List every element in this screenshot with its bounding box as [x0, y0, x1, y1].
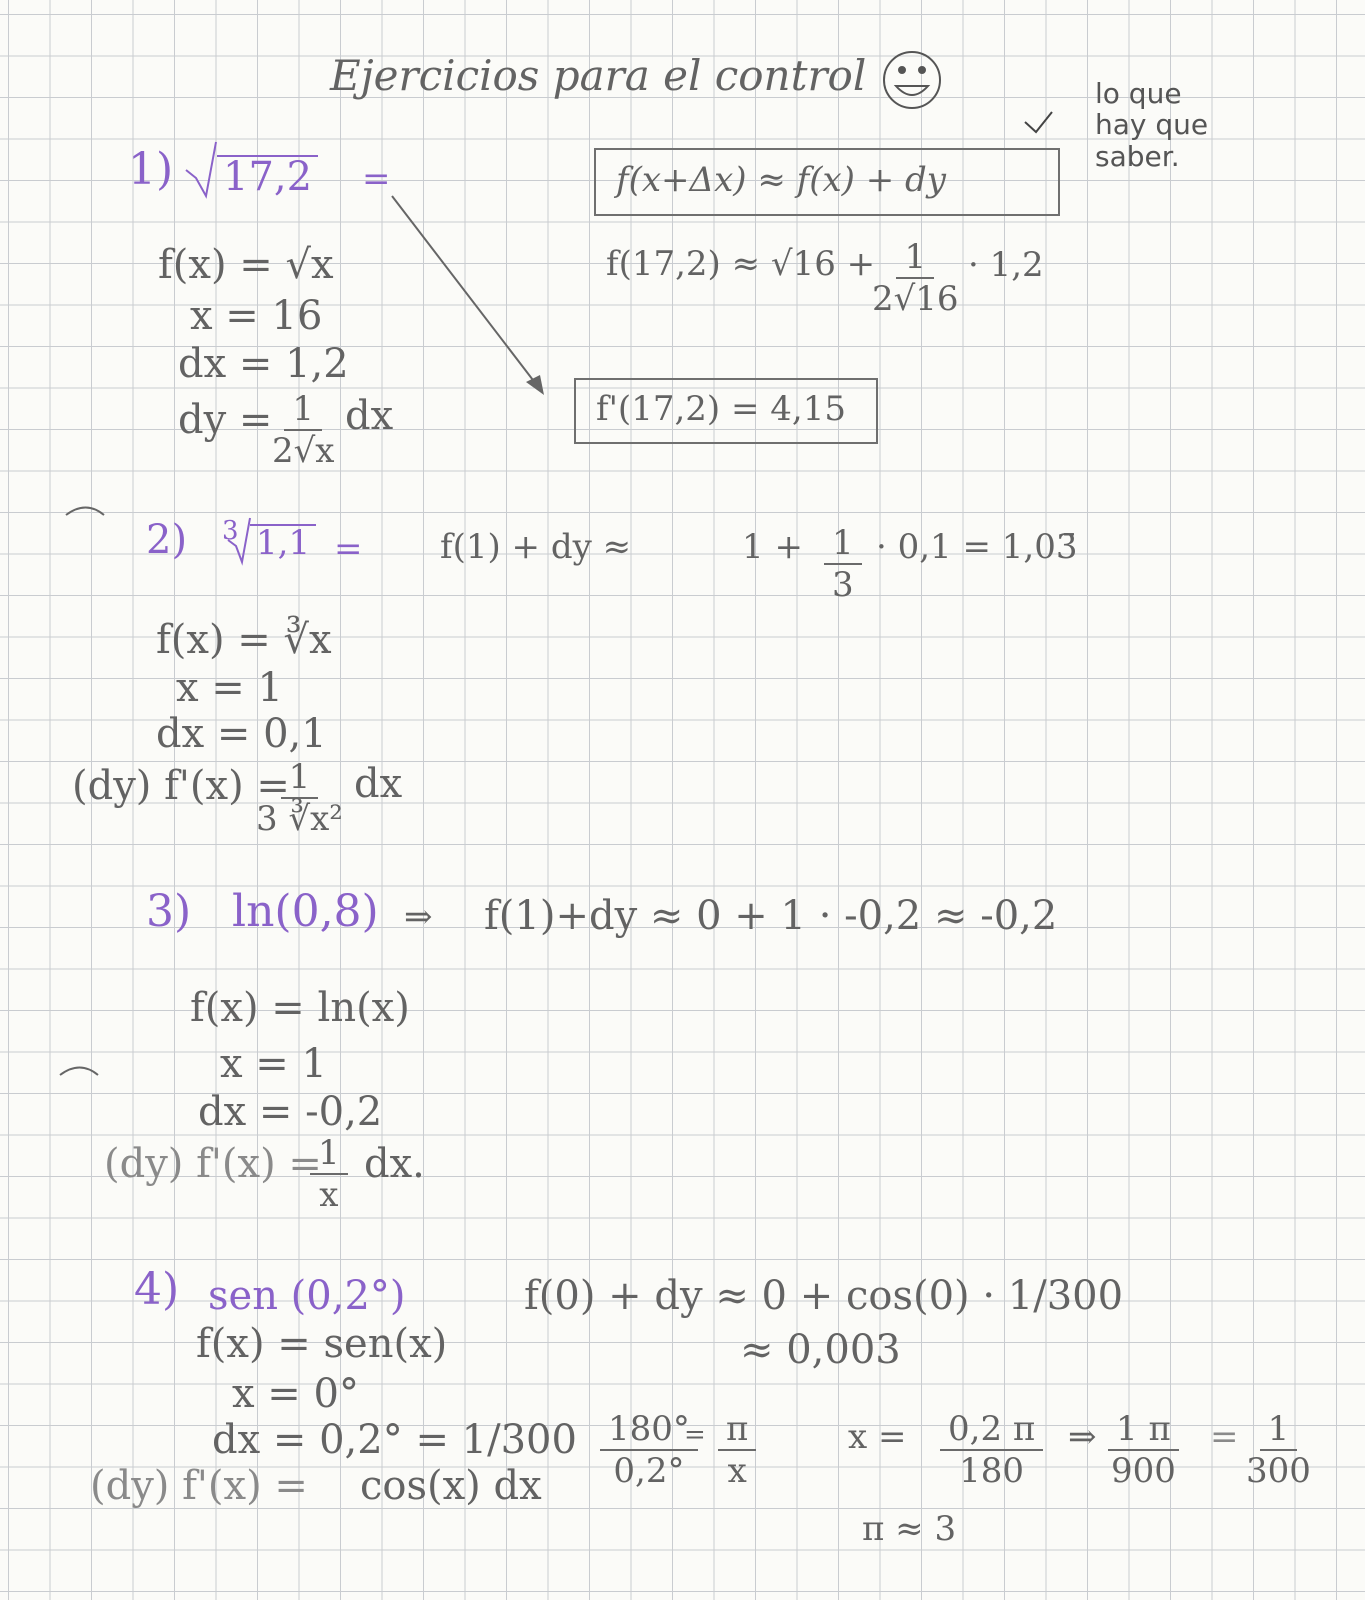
- ex4-step: x = 0°: [232, 1371, 359, 1417]
- ex1-step: f(x) = √x: [158, 242, 334, 288]
- ex4-approx-line1: f(0) + dy ≈ 0 + cos(0) · 1/300: [524, 1273, 1124, 1319]
- note-line: hay que: [1095, 108, 1209, 142]
- ex4-x-fraction: [940, 1409, 1043, 1491]
- ex4-x-label: x =: [848, 1417, 907, 1457]
- ex1-approx-lhs: f(17,2) ≈ √16 +: [606, 244, 876, 284]
- ex1-dy-fraction: [272, 389, 335, 471]
- ex2-step: f(x) = ∛x: [156, 617, 332, 663]
- ex1-approx-tail: · 1,2: [968, 245, 1044, 285]
- ex2-root-index: 3: [222, 516, 239, 546]
- ex4-implies: ⇒: [1068, 1417, 1097, 1457]
- fraction-numerator: 1: [281, 760, 319, 799]
- ex2-number: 2): [146, 517, 188, 563]
- ex4-approx-line2: ≈ 0,003: [740, 1327, 901, 1373]
- fraction-numerator: 1: [284, 392, 322, 431]
- ex1-approx-fraction: [872, 237, 959, 319]
- fraction-denominator: x: [727, 1451, 747, 1491]
- ex3-dy-label: (dy) f'(x) =: [104, 1141, 322, 1187]
- key-formula: f(x+Δx) ≈ f(x) + dy: [616, 160, 946, 200]
- ex4-x-fraction-3: [1246, 1409, 1311, 1491]
- ex4-dy-label: (dy) f'(x) =: [90, 1463, 308, 1509]
- fraction-numerator: π: [718, 1412, 756, 1451]
- ex2-equals: =: [334, 529, 363, 569]
- ex2-dy-tail: dx: [354, 761, 403, 807]
- ex4-step: f(x) = sen(x): [196, 1321, 448, 1367]
- margin-note: [1095, 78, 1208, 172]
- fraction-numerator: 1: [310, 1136, 348, 1175]
- ex2-step: x = 1: [176, 665, 283, 711]
- ex1-number: 1): [128, 144, 174, 195]
- ex2-dy-fraction: [256, 757, 343, 839]
- ex4-conv-equals: =: [684, 1420, 706, 1450]
- ex2-approx-lhs: f(1) + dy ≈: [440, 527, 632, 567]
- fraction-denominator: x: [319, 1175, 339, 1215]
- radical-sign-icon: [186, 142, 216, 196]
- fraction-denominator: 2√x: [272, 431, 335, 471]
- ex4-dy-tail: cos(x) dx: [360, 1463, 542, 1509]
- ex1-radicand: 17,2: [217, 155, 318, 197]
- ex2-radicand: 1,1: [250, 524, 316, 560]
- ex4-pi-note: π ≈ 3: [862, 1509, 957, 1549]
- ex4-step: dx = 0,2° = 1/300: [212, 1417, 577, 1463]
- ex2-dy-label: (dy) f'(x) =: [72, 763, 290, 809]
- note-line: saber.: [1095, 139, 1180, 173]
- margin-mark: [60, 1068, 98, 1076]
- ex1-result: f'(17,2) = 4,15: [596, 389, 846, 429]
- ex3-step: x = 1: [220, 1041, 327, 1087]
- ex3-step: f(x) = ln(x): [190, 985, 410, 1031]
- fraction-numerator: 1: [1260, 1412, 1298, 1451]
- ex3-arrow: ⇒: [404, 897, 433, 937]
- ex3-dy-fraction: [310, 1133, 348, 1215]
- fraction-denominator: 3 ∛x²: [256, 799, 343, 839]
- fraction-denominator: 3: [832, 565, 854, 605]
- fraction-numerator: 1: [824, 526, 862, 565]
- ex3-expr: ln(0,8): [232, 886, 379, 937]
- fraction-denominator: 180: [959, 1451, 1025, 1491]
- ex1-step: dx = 1,2: [178, 341, 349, 387]
- ex1-dy-tail: dx: [345, 393, 394, 439]
- fraction-denominator: 900: [1110, 1451, 1176, 1491]
- fraction-numerator: 1: [896, 240, 934, 279]
- ex2-approx-fraction: [824, 523, 862, 605]
- fraction-numerator: 1 π: [1108, 1412, 1179, 1451]
- ex2-step: dx = 0,1: [156, 711, 327, 757]
- ex1-step: x = 16: [190, 293, 323, 339]
- note-line: lo que: [1095, 77, 1182, 110]
- checkmark-icon: [1025, 112, 1052, 132]
- margin-mark: [66, 508, 104, 516]
- fraction-denominator: 2√16: [872, 279, 959, 319]
- fraction-numerator: 180°: [600, 1412, 698, 1451]
- ex3-dy-tail: dx.: [364, 1141, 425, 1187]
- ex3-step: dx = -0,2: [198, 1089, 383, 1135]
- ex2-approx-mid: 1 +: [742, 527, 803, 567]
- fraction-denominator: 300: [1246, 1451, 1311, 1491]
- ex4-conv-fraction-2: [718, 1409, 756, 1491]
- arrow-icon: [392, 196, 544, 395]
- fraction-numerator: 0,2 π: [940, 1412, 1043, 1451]
- ex4-equals-2: =: [1210, 1417, 1239, 1457]
- fraction-denominator: 0,2°: [613, 1451, 685, 1491]
- page-title: Ejercicios para el control: [330, 51, 867, 100]
- ex1-dy-label: dy =: [178, 397, 273, 443]
- ex4-x-fraction-2: [1108, 1409, 1179, 1491]
- ex1-equals: =: [362, 159, 391, 199]
- smiley-icon: [884, 52, 940, 108]
- ex4-number: 4): [134, 1264, 180, 1315]
- ex3-approx: f(1)+dy ≈ 0 + 1 · -0,2 ≈ -0,2: [484, 893, 1058, 939]
- ex4-expr: sen (0,2°): [208, 1273, 406, 1319]
- ex2-approx-tail: · 0,1 = 1,03̄: [876, 527, 1078, 567]
- ex3-number: 3): [146, 886, 192, 937]
